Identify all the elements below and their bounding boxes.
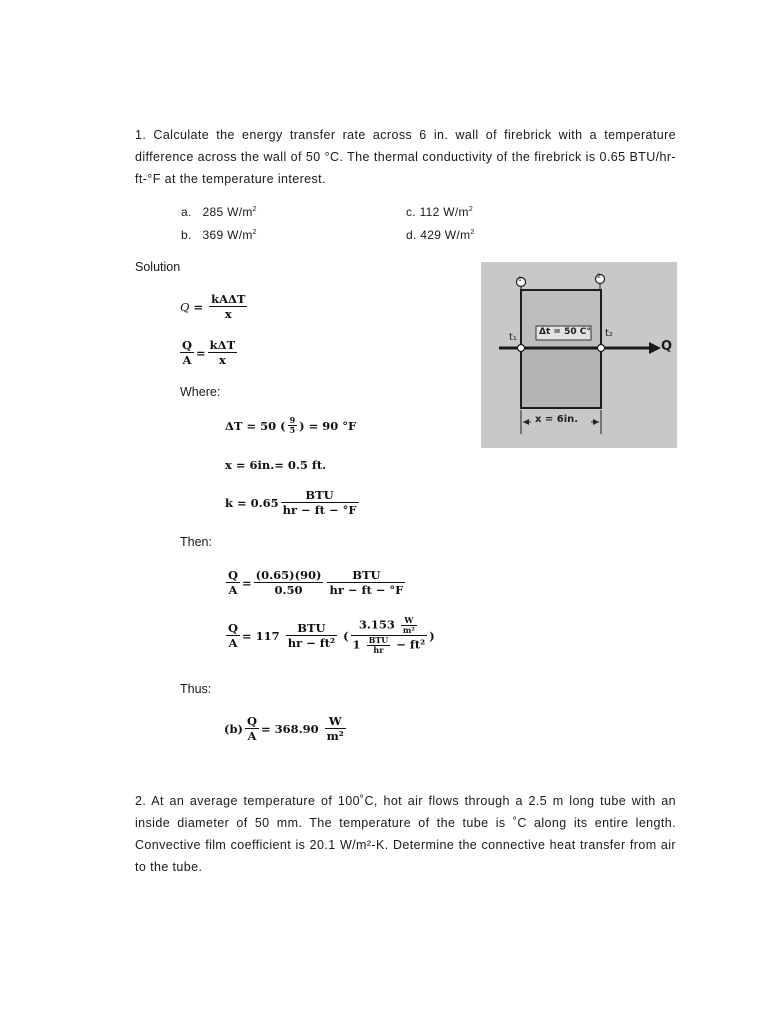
- calc-2-units-num: BTU: [286, 621, 337, 636]
- option-b-value: 369 W/m: [202, 228, 253, 242]
- problem-1-text: 1. Calculate the energy transfer rate across 6 in. wall of firebrick with a temperature difference across the wall of 50 °C. The thermal conductivity of the firebrick is 0.65 BTU/hr-ft-°F at the temperature interest.: [135, 128, 676, 186]
- option-c-label: c.: [406, 205, 416, 219]
- option-d: [406, 228, 475, 242]
- figure-q-label: Q: [661, 339, 673, 354]
- formula-q-eq: =: [193, 299, 204, 314]
- conversion-num-value: 3.153: [358, 617, 395, 632]
- option-c-exponent: 2: [468, 206, 474, 213]
- formula-2-rhs-den: x: [218, 353, 226, 367]
- conversion-num-unit-num: W: [401, 616, 417, 626]
- delta-t-fraction: [288, 416, 298, 435]
- conversion-den-unit: [367, 636, 391, 655]
- formula-q-denominator: x: [224, 307, 232, 321]
- k-unit-den: hr − ft − °F: [282, 503, 357, 517]
- option-c-value: 112 W/m: [419, 205, 469, 219]
- where-label: Where:: [180, 385, 221, 399]
- formula-2-lhs-den: A: [182, 353, 192, 367]
- problem-2-text: 2. At an average temperature of 100˚C, hot air flows through a 2.5 m long tube with an inside diameter of 50 mm. The temperature of the tube is ˚C along its entire length. Convective film coefficient is 20.1 W/m²-K. Determine the connective heat transfer from air to the tube.: [135, 794, 676, 874]
- delta-t-suffix: ) = 90 °F: [299, 418, 357, 433]
- thus-label: Thus:: [180, 682, 212, 696]
- option-b-label: b.: [181, 228, 192, 242]
- option-d-value: 429 W/m: [420, 228, 471, 242]
- formula-q-numerator: kAΔT: [211, 292, 246, 306]
- formula-2-lhs: [180, 338, 194, 367]
- conversion-num-unit: [401, 616, 417, 635]
- conversion-den-value: 1: [352, 637, 361, 652]
- option-a-label: a.: [181, 205, 192, 219]
- k-prefix: k = 0.65: [225, 495, 279, 510]
- answer-value: = 368.90: [260, 721, 319, 736]
- figure-t2-label: t₂: [605, 328, 613, 339]
- conversion-den-unit-num: BTU: [368, 635, 389, 645]
- figure-marker-2: 2: [597, 273, 601, 280]
- option-b-exponent: 2: [252, 229, 257, 236]
- delta-t-den: 5: [289, 425, 296, 435]
- answer-lhs-num: Q: [246, 714, 257, 728]
- calc-2-conversion-num: [351, 616, 428, 636]
- calc-2-conversion-den: [351, 636, 428, 655]
- conversion-den-unit-den: hr: [373, 645, 384, 655]
- formula-2-eq: =: [196, 345, 206, 360]
- wall-diagram-svg: [481, 262, 677, 448]
- k-unit-num: BTU: [281, 488, 359, 503]
- calc-2-conversion: [351, 616, 428, 655]
- wall-diagram: [481, 262, 677, 448]
- solution-label: Solution: [135, 260, 181, 274]
- formula-q: [180, 292, 249, 321]
- answer-unit: [325, 714, 346, 743]
- x-line: x = 6in.= 0.5 ft.: [225, 458, 327, 472]
- option-a-exponent: 2: [252, 206, 257, 213]
- calc-1-values-num: (0.65)(90): [255, 568, 322, 582]
- calc-2-units: [286, 621, 337, 650]
- answer-unit-den: m²: [326, 729, 344, 743]
- formula-2-rhs-num: kΔT: [209, 338, 236, 352]
- calc-2-lhs-den: A: [228, 636, 238, 650]
- calc-1-units: [327, 568, 405, 597]
- option-a: [181, 205, 257, 219]
- figure-x-label: x = 6in.: [535, 414, 579, 425]
- calc-2-lhs-num: Q: [228, 621, 239, 635]
- figure-marker-1: 1: [518, 276, 522, 283]
- figure-t1-label: t₁: [509, 332, 517, 343]
- calc-1-values: [254, 568, 324, 597]
- calc-1-lhs-den: A: [228, 583, 238, 597]
- delta-t-num: 9: [289, 415, 296, 425]
- formula-q-over-a: [178, 338, 239, 367]
- answer-line: [224, 714, 348, 743]
- answer-unit-num: W: [325, 714, 346, 729]
- then-label: Then:: [180, 535, 212, 549]
- calc-2: [224, 616, 435, 655]
- formula-2-lhs-num: Q: [182, 338, 193, 352]
- delta-t-line: [225, 416, 356, 435]
- option-d-label: d.: [406, 228, 417, 242]
- calc-2-units-den: hr − ft²: [287, 636, 336, 650]
- answer-choice: (b): [224, 721, 243, 736]
- option-c: [406, 205, 473, 219]
- conversion-den-tail: − ft²: [396, 637, 426, 652]
- delta-t-prefix: ΔT = 50 (: [225, 418, 286, 433]
- conversion-num-unit-den: m²: [402, 625, 415, 635]
- calc-1-eq: =: [242, 575, 252, 590]
- answer-lhs-den: A: [247, 729, 257, 743]
- calc-1-units-den: hr − ft − °F: [329, 583, 404, 597]
- answer-lhs: [245, 714, 259, 743]
- calc-2-open-paren: (: [343, 628, 349, 643]
- option-d-exponent: 2: [470, 229, 475, 236]
- formula-2-rhs: [208, 338, 237, 367]
- formula-q-lhs: Q: [180, 299, 190, 314]
- option-a-value: 285 W/m: [202, 205, 253, 219]
- calc-1-units-num: BTU: [327, 568, 405, 583]
- calc-1-values-den: 0.50: [274, 583, 303, 597]
- calc-2-close-paren: ): [429, 628, 435, 643]
- calc-2-eq: = 117: [242, 628, 280, 643]
- k-line: [225, 488, 361, 517]
- formula-q-fraction: [209, 292, 247, 321]
- k-fraction: [281, 488, 359, 517]
- calc-2-lhs: [226, 621, 240, 650]
- calc-1: [224, 568, 407, 597]
- calc-1-lhs-num: Q: [228, 568, 239, 582]
- calc-1-lhs: [226, 568, 240, 597]
- option-b: [181, 228, 257, 242]
- figure-delta-t-label: Δt = 50 C°: [539, 327, 591, 337]
